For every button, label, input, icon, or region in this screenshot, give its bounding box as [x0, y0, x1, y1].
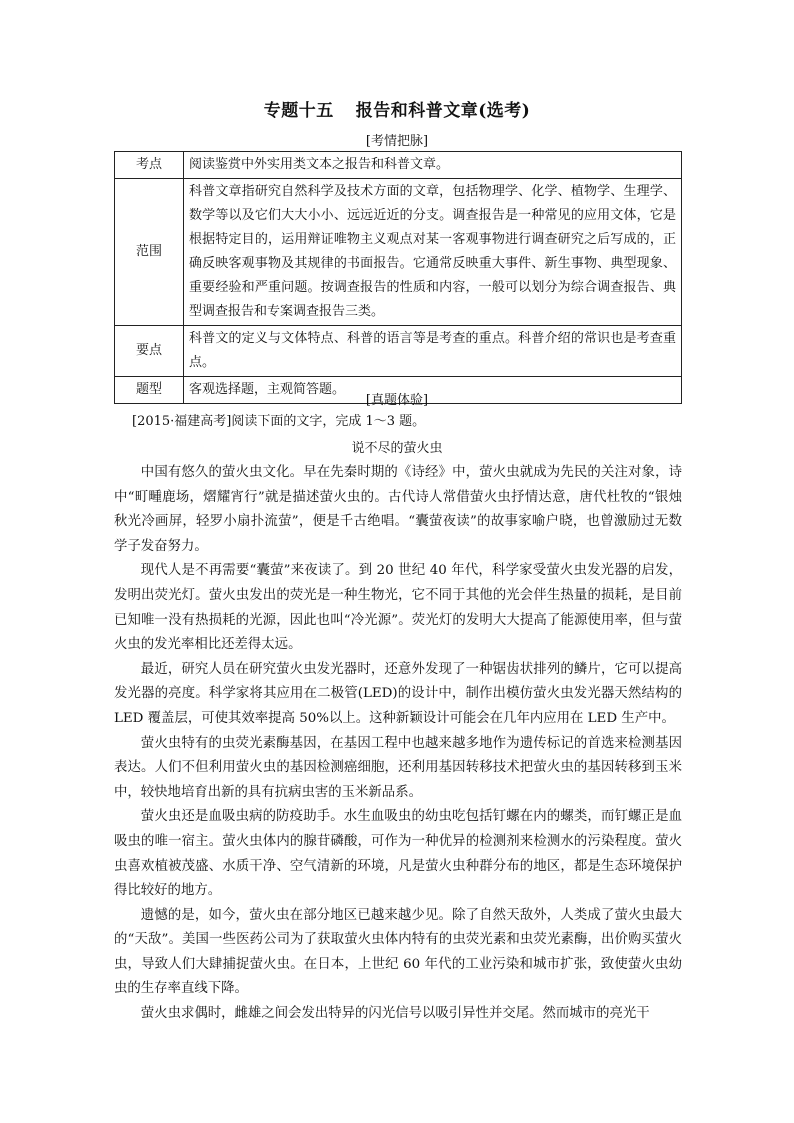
table-row [115, 326, 682, 377]
article-title: 说不尽的萤火虫 [351, 441, 443, 456]
article-paragraph: 遗憾的是，如今，萤火虫在部分地区已越来越少见。除了自然天敌外，人类成了萤火虫最大的“天敌”。美国一些医药公司为了获取萤火虫体内特有的虫荧光素和虫荧光素酶，出价购买萤火虫，导致人们大肆捕捉萤火虫。在日本，上世纪 60 年代的工业污染和城市扩张，致使萤火虫幼虫的生存率直线下降。 [114, 907, 682, 997]
article-paragraph: 中国有悠久的萤火虫文化。早在先秦时期的《诗经》中，萤火虫就成为先民的关注对象，诗中“町畽鹿场，熠耀宵行”就是描述萤火虫的。古代诗人常借萤火虫抒情达意，唐代杜牧的“银烛秋光冷画屏，轻罗小扇扑流萤”，便是千古绝唱。“囊萤夜读”的故事家喻户晓，也曾激励过无数学子发奋努力。 [114, 465, 682, 554]
exam-info-table [114, 151, 682, 404]
table-row-label: 要点 [115, 326, 184, 377]
table-row [115, 152, 682, 179]
article-paragraph: 萤火虫求偶时，雌雄之间会发出特异的闪光信号以吸引异性并交尾。然而城市的亮光干 [140, 1006, 650, 1022]
table-row-content: 阅读鉴赏中外实用类文本之报告和科普文章。 [184, 152, 682, 179]
table-row-content: 科普文的定义与文体特点、科普的语言等是考查的重点。科普介绍的常识也是考查重点。 [184, 326, 682, 377]
section-header-exam-context: [考情把脉] [365, 134, 429, 149]
section-header-real-exam: [真题体验] [365, 393, 429, 408]
article-paragraph: 萤火虫特有的虫荧光素酶基因，在基因工程中也越来越多地作为遗传标记的首选来检测基因表达。人们不但利用萤火虫的基因检测癌细胞，还利用基因转移技术把萤火虫的基因转移到玉米中，较快地培育出新的具有抗病虫害的玉米新品系。 [114, 735, 682, 800]
article-paragraph: 最近，研究人员在研究萤火虫发光器时，还意外发现了一种锯齿状排列的鳞片，它可以提高发光器的亮度。科学家将其应用在二极管(LED)的设计中，制作出模仿萤火虫发光器天然结构的 LED 覆盖层，可使其效率提高 50%以上。这种新颖设计可能会在几年内应用在 LED 生产中。 [114, 661, 682, 726]
article-body [114, 461, 682, 1027]
table-row [115, 179, 682, 326]
table-row-label: 题型 [115, 377, 184, 404]
article-paragraph: 现代人是不再需要“囊萤”来夜读了。到 20 世纪 40 年代，科学家受萤火虫发光器的启发，发明出荧光灯。萤火虫发出的荧光是一种生物光，它不同于其他的光会伴生热量的损耗，是目前已知唯一没有热损耗的光源，因此也叫“冷光源”。荧光灯的发明大大提高了能源使用率，但与萤火虫的发光率相比还差得太远。 [114, 563, 682, 653]
table-row-label: 范围 [115, 179, 184, 326]
table-row-content: 客观选择题，主观简答题。 [184, 377, 682, 404]
table-row-label: 考点 [115, 152, 184, 179]
title-topic-number: 专题十五 [263, 101, 334, 121]
document-title [0, 96, 794, 121]
table-row-content: 科普文章指研究自然科学及技术方面的文章，包括物理学、化学、植物学、生理学、数学等以及它们大大小小、远远近近的分支。调查报告是一种常见的应用文体，它是根据特定目的，运用辩证唯物主义观点对某一客观事物进行调查研究之后写成的，正确反映客观事物及其规律的书面报告。它通常反映重大事件、新生事物、典型现象、重要经验和严重问题。按调查报告的性质和内容，一般可以划分为综合调查报告、典型调查报告和专案调查报告三类。 [184, 179, 682, 326]
article-paragraph: 萤火虫还是血吸虫病的防疫助手。水生血吸虫的幼虫吃包括钉螺在内的螺类，而钉螺正是血吸虫的唯一宿主。萤火虫体内的腺苷磷酸，可作为一种优异的检测剂来检测水的污染程度。萤火虫喜欢植被茂盛、水质干净、空气清新的环境，凡是萤火虫种群分布的地区，都是生态环境保护得比较好的地方。 [114, 809, 682, 899]
question-source-line: [2015·福建高考]阅读下面的文字，完成 1～3 题。 [132, 414, 426, 429]
title-topic-name: 报告和科普文章(选考) [355, 101, 531, 121]
